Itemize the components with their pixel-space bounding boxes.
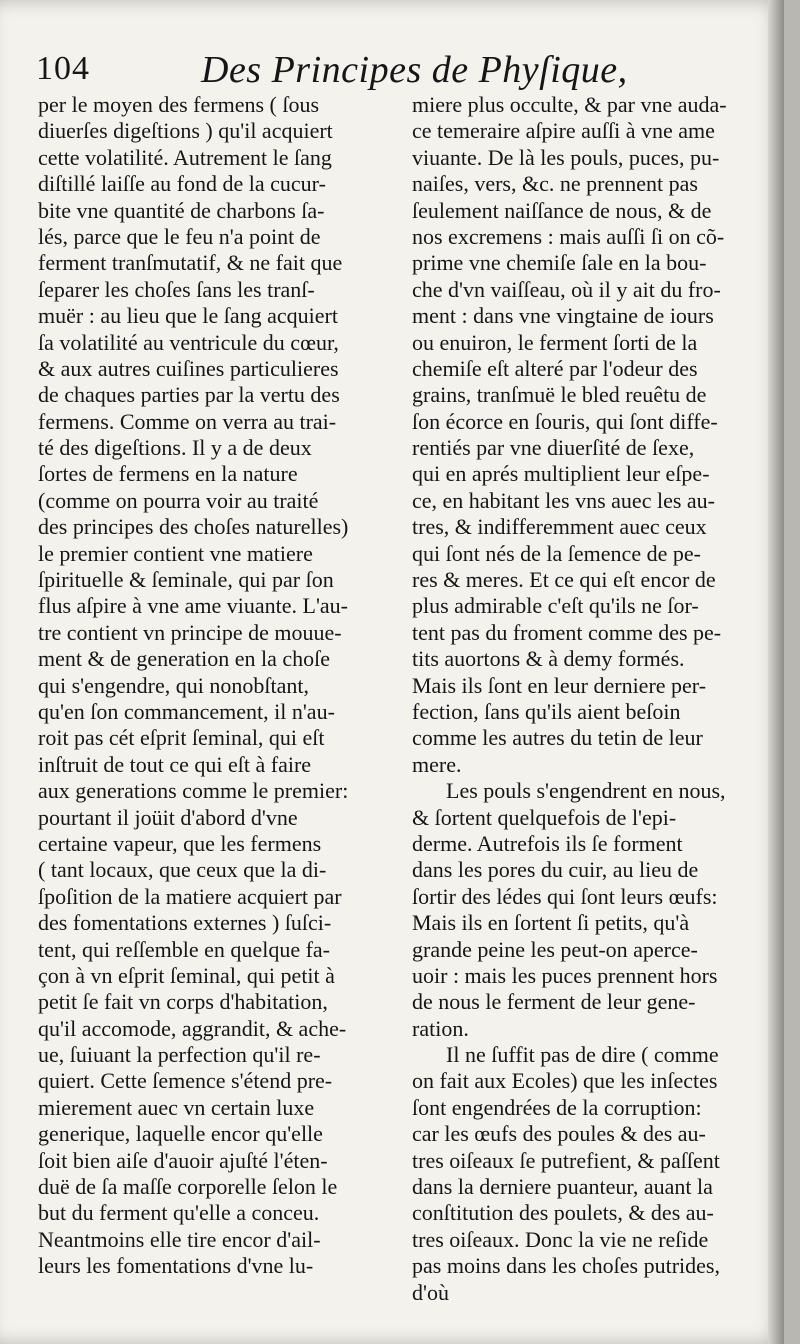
text-line: on fait aux Ecoles) que les inſectes <box>412 1068 718 1094</box>
text-line: fermens. Comme on verra au trai- <box>38 408 337 434</box>
text-line: but du ferment qu'elle a conceu. <box>38 1200 320 1226</box>
text-line: plus admirable c'eſt qu'ils ne ſor- <box>412 593 699 619</box>
page-number: 104 <box>36 50 90 87</box>
text-line: leurs les fomentations d'vne lu- <box>38 1253 314 1279</box>
text-line: ſpirituelle & ſeminale, qui par ſon <box>38 567 334 593</box>
text-line: qu'en ſon commancement, il n'au- <box>38 698 335 724</box>
text-line: certaine vapeur, que les fermens <box>38 830 322 856</box>
text-line: cette volatilité. Autrement le ſang <box>38 144 332 170</box>
text-line: nos excremens : mais auſſi ſi on cõ- <box>412 223 725 249</box>
text-line: qui s'engendre, qui nonobſtant, <box>38 672 309 698</box>
text-line: tent pas du froment comme des pe- <box>412 619 722 645</box>
text-line: che d'vn vaiſſeau, où il y ait du fro- <box>412 276 721 302</box>
text-line: ferment tranſmutatif, & ne fait que <box>38 250 343 276</box>
text-line: (comme on pourra voir au traité <box>38 487 319 513</box>
text-line: Il ne ſuffit pas de dire ( comme <box>446 1042 719 1068</box>
text-line: res & meres. Et ce qui eſt encor de <box>412 567 716 593</box>
text-line: tent, qui reſſemble en quelque fa- <box>38 936 330 962</box>
text-line: & ſortent quelquefois de l'epi- <box>412 804 677 830</box>
text-line: lés, parce que le feu n'a point de <box>38 223 321 249</box>
text-line: & aux autres cuiſines particulieres <box>38 355 339 381</box>
text-line: ſortir des lédes qui ſont leurs œufs: <box>412 883 718 909</box>
text-line: chemiſe eſt alteré par l'odeur des <box>412 355 698 381</box>
text-line: qu'il accomode, aggrandit, & ache- <box>38 1015 347 1041</box>
text-line: tre contient vn principe de mouue- <box>38 619 342 645</box>
text-line: generique, laquelle encor qu'elle <box>38 1121 323 1147</box>
text-line: tres oiſeaux. Donc la vie ne reſide <box>412 1226 709 1252</box>
text-line: de nous le ferment de leur gene- <box>412 989 696 1015</box>
text-line: ſeparer les choſes ſans les tranſ- <box>38 276 315 302</box>
text-line: uoir : mais les puces prennent hors <box>412 962 718 988</box>
text-line: ſont engendrées de la corruption: <box>412 1094 702 1120</box>
text-line: qui en aprés multiplient leur eſpe- <box>412 461 710 487</box>
text-line: d'où <box>412 1279 449 1305</box>
text-line: viuante. De là les pouls, puces, pu- <box>412 144 720 170</box>
text-line: derme. Autrefois ils ſe forment <box>412 830 683 856</box>
text-line: conſtitution des poulets, & des au- <box>412 1200 714 1226</box>
text-line: de chaques parties par la vertu des <box>38 382 340 408</box>
text-line: des principes des choſes naturelles) <box>38 514 349 540</box>
text-line: flus aſpire à vne ame viuante. L'au- <box>38 593 348 619</box>
text-line: dans la derniere puanteur, auant la <box>412 1174 713 1200</box>
text-line: naiſes, vers, &c. ne prennent pas <box>412 171 698 197</box>
text-line: prime vne chemiſe ſale en la bou- <box>412 250 707 276</box>
text-line: Neantmoins elle tire encor d'ail- <box>38 1226 321 1252</box>
right-column <box>412 92 762 1306</box>
text-line: ce, en habitant les vns auec les au- <box>412 487 715 513</box>
text-line: miere plus occulte, & par vne auda- <box>412 92 727 117</box>
text-line: quiert. Cette ſemence s'étend pre- <box>38 1068 333 1094</box>
text-line: ( tant locaux, que ceux que la di- <box>38 857 327 883</box>
text-line: ration. <box>412 1015 469 1041</box>
text-line: bite vne quantité de charbons ſa- <box>38 197 325 223</box>
text-line: çon à vn eſprit ſeminal, qui petit à <box>38 962 335 988</box>
text-line: grande peine les peut-on aperce- <box>412 936 698 962</box>
text-line: pas moins dans les choſes putrides, <box>412 1253 720 1279</box>
text-line: qui ſont nés de la ſemence de pe- <box>412 540 701 566</box>
text-line: le premier contient vne matiere <box>38 540 313 566</box>
text-line: fection, ſans qu'ils aient beſoin <box>412 698 681 724</box>
text-line: comme les autres du tetin de leur <box>412 725 703 751</box>
text-line: Les pouls s'engendrent en nous, <box>446 778 726 804</box>
left-column <box>38 92 394 1280</box>
text-line: tres oiſeaux ſe putrefient, & paſſent <box>412 1147 720 1173</box>
text-line: ſa volatilité au ventricule du cœur, <box>38 329 339 355</box>
text-line: mere. <box>412 751 462 777</box>
running-title: Des Principes de Phyſique, <box>201 49 628 91</box>
text-line: car les œufs des poules & des au- <box>412 1121 706 1147</box>
text-line: ce temeraire aſpire auſſi à vne ame <box>412 118 715 144</box>
text-line: roit pas cét eſprit ſeminal, qui eſt <box>38 725 325 751</box>
text-line: Mais ils ſont en leur derniere per- <box>412 672 707 698</box>
text-line: muër : au lieu que le ſang acquiert <box>38 303 338 329</box>
text-line: per le moyen des fermens ( ſous <box>38 92 320 117</box>
text-line: tres, & indifferemment auec ceux <box>412 514 707 540</box>
text-line: diſtillé laiſſe au fond de la cucur- <box>38 171 326 197</box>
text-line: ſoit bien aiſe d'auoir ajuſté l'éten- <box>38 1147 328 1173</box>
text-line: inſtruit de tout ce qui eſt à faire <box>38 751 312 777</box>
text-line: duë de ſa maſſe corporelle ſelon le <box>38 1174 338 1200</box>
text-line: ſeulement naiſſance de nous, & de <box>412 197 712 223</box>
text-line: ment & de generation en la choſe <box>38 646 330 672</box>
text-line: pourtant il joüit d'abord d'vne <box>38 804 298 830</box>
text-line: des fomentations externes ) ſuſci- <box>38 910 332 936</box>
text-line: ſpoſition de la matiere acquiert par <box>38 883 342 909</box>
text-line: aux generations comme le premier: <box>38 778 349 804</box>
text-line: Mais ils en ſortent ſi petits, qu'à <box>412 910 690 936</box>
text-line: ou enuiron, le ferment ſorti de la <box>412 329 698 355</box>
page-edge <box>768 0 784 1344</box>
text-line: diuerſes digeſtions ) qu'il acquiert <box>38 118 333 144</box>
text-line: grains, tranſmuë le bled reuêtu de <box>412 382 707 408</box>
text-line: petit ſe fait vn corps d'habitation, <box>38 989 328 1015</box>
text-line: dans les pores du cuir, au lieu de <box>412 857 699 883</box>
text-line: té des digeſtions. Il y a de deux <box>38 435 312 461</box>
text-line: mierement auec vn certain luxe <box>38 1094 315 1120</box>
text-line: ſortes de fermens en la nature <box>38 461 298 487</box>
text-line: tits auortons & à demy formés. <box>412 646 685 672</box>
page-header <box>36 42 744 98</box>
text-line: ue, ſuiuant la perfection qu'il re- <box>38 1042 321 1068</box>
text-line: ſon écorce en ſouris, qui ſont diffe- <box>412 408 718 434</box>
text-line: ment : dans vne vingtaine de iours <box>412 303 714 329</box>
text-line: rentiés par vne diuerſité de ſexe, <box>412 435 695 461</box>
